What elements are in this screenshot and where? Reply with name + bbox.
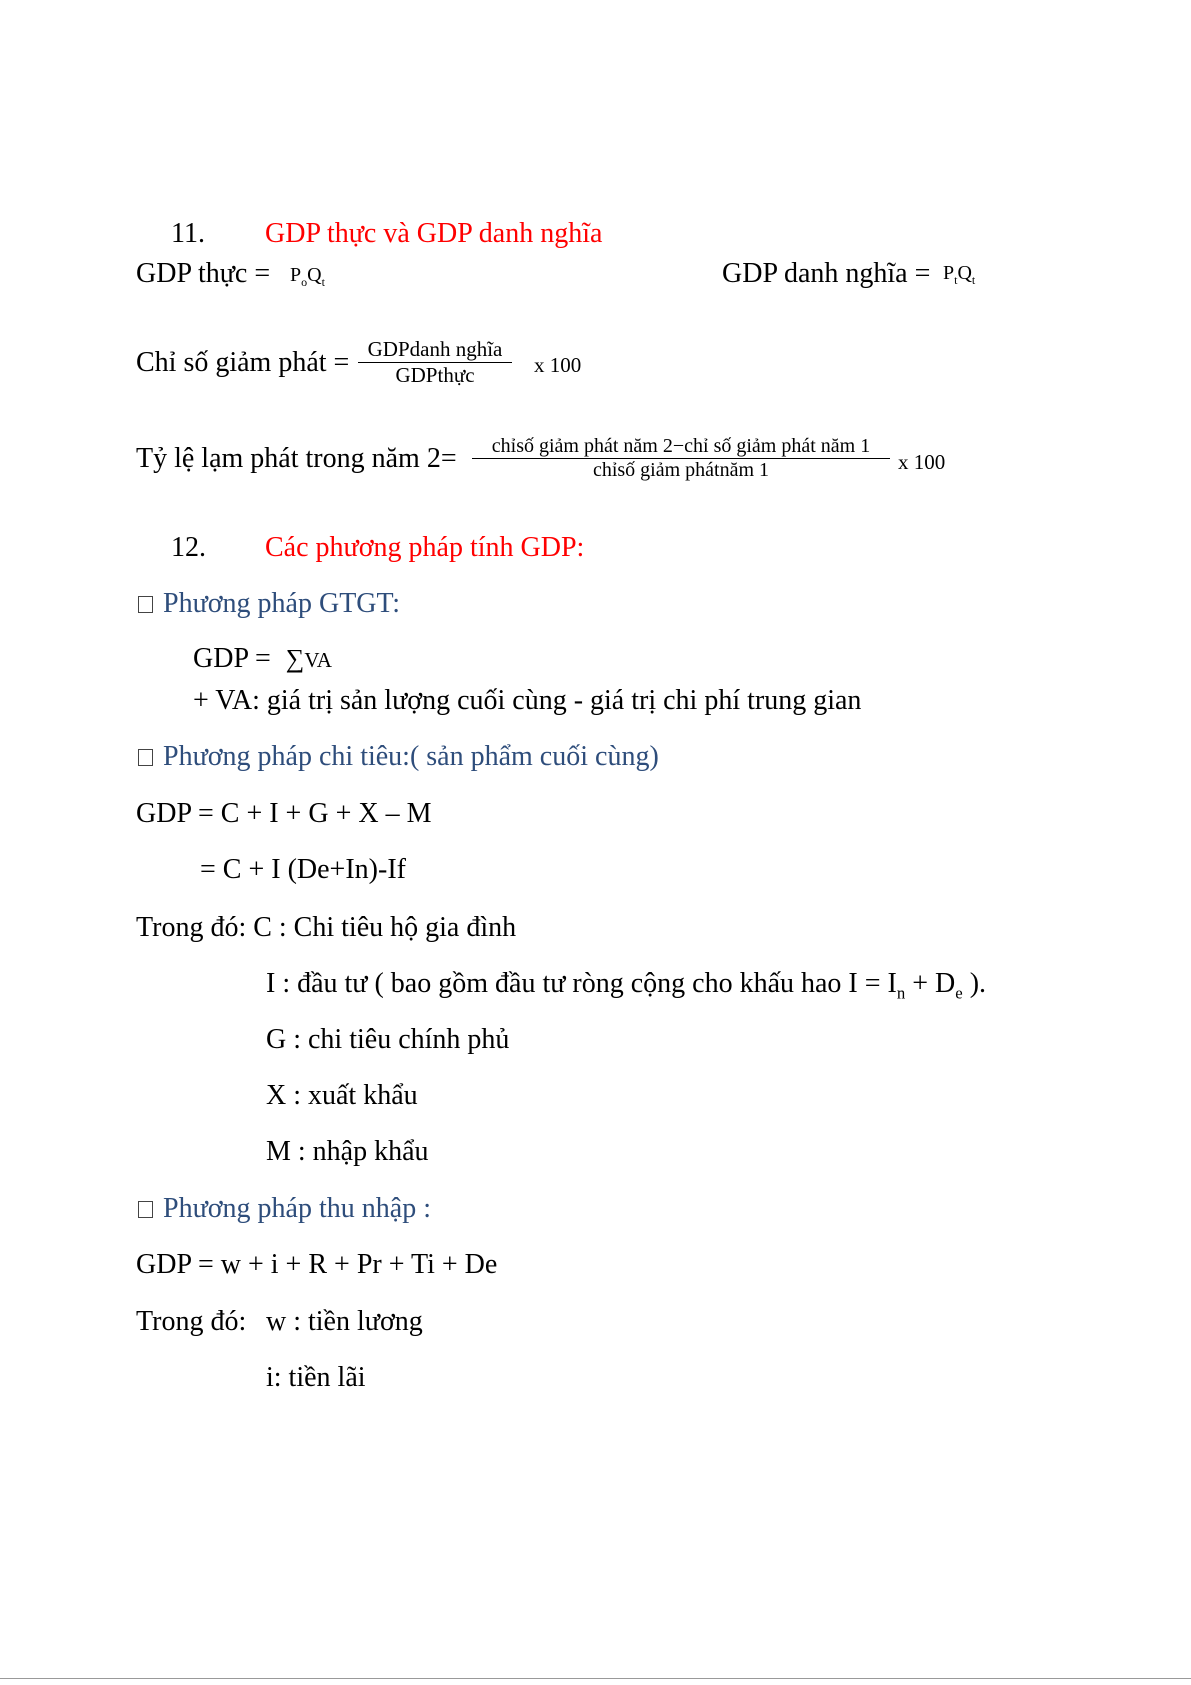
expenditure-where-C: Trong đó: C : Chi tiêu hộ gia đình [136,912,517,943]
method-gtgt-title: Phương pháp GTGT: [163,588,401,619]
deflator-numerator: GDPdanh nghĩa [367,337,503,361]
section-11-number: 11. [171,218,205,249]
income-w: w : tiền lương [266,1306,423,1337]
section-12-title: Các phương pháp tính GDP: [265,532,585,563]
section-12-number: 12. [171,532,206,563]
method-gtgt-formula: GDP = ∑VA [193,643,332,674]
method-gtgt-note: + VA: giá trị sản lượng cuối cùng - giá trị chi phí trung gian [193,685,862,716]
deflator-label: Chỉ số giảm phát = [136,347,350,378]
expenditure-I: I : đầu tư ( bao gồm đầu tư ròng cộng cho khấu hao $I = I_n + D_e$ ). [266,968,987,1003]
bullet-box-icon [138,749,153,766]
nominal-gdp-label: GDP danh nghĩa = [722,258,931,289]
expenditure-formula-2: = C + I (De+In)-If [200,854,406,885]
inflation-numerator: chỉsố giảm phát năm 2−chỉ số giảm phát năm 1 [491,435,871,457]
page-bottom-divider [0,1678,1191,1679]
real-gdp-label: GDP thực = [136,258,271,289]
method-income-heading [138,1193,431,1225]
inflation-fraction [472,435,890,482]
real-gdp-formula: $P_oQ_t$ [290,264,325,289]
income-i: i: tiền lãi [266,1362,366,1393]
inflation-label: Tỷ lệ lạm phát trong năm 2= [136,443,457,474]
income-formula: GDP = w + i + R + Pr + Ti + De [136,1249,498,1280]
expenditure-M: M : nhập khẩu [266,1136,429,1167]
method-expenditure-title: Phương pháp chi tiêu:( sản phẩm cuối cùng) [163,741,659,772]
section-11-title: GDP thực và GDP danh nghĩa [265,218,603,249]
bullet-box-icon [138,596,153,613]
nominal-gdp-formula: $P_tQ_t$ [943,262,976,287]
method-gtgt-heading [138,588,400,620]
expenditure-G: G : chi tiêu chính phủ [266,1024,510,1055]
sigma-icon: ∑ [285,644,305,673]
expenditure-X: X : xuất khẩu [266,1080,418,1111]
deflator-denominator: GDPthực [395,363,475,387]
method-income-title: Phương pháp thu nhập : [163,1193,431,1224]
income-where-label: Trong đó: [136,1306,247,1337]
method-expenditure-heading [138,741,659,773]
deflator-fraction [358,337,512,388]
expenditure-formula-1: GDP = C + I + G + X – M [136,798,432,829]
deflator-multiplier: x 100 [534,353,582,377]
inflation-multiplier: x 100 [898,450,946,474]
inflation-denominator: chỉsố giảm phátnăm 1 [592,459,770,481]
bullet-box-icon [138,1201,153,1218]
